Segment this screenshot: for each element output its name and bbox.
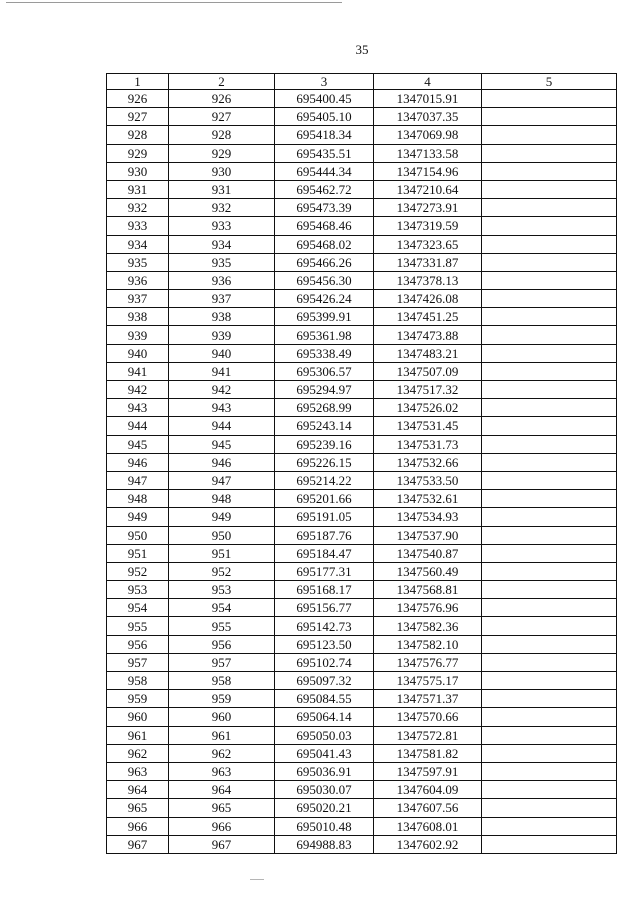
note-cell — [482, 362, 617, 380]
point-label-cell: 935 — [169, 253, 275, 271]
point-label-cell: 944 — [169, 417, 275, 435]
table-row — [107, 581, 617, 599]
point-number-cell: 965 — [107, 799, 169, 817]
note-cell — [482, 708, 617, 726]
point-label-cell: 950 — [169, 526, 275, 544]
point-number-cell: 961 — [107, 726, 169, 744]
table-row — [107, 253, 617, 271]
point-label-cell: 946 — [169, 453, 275, 471]
y-coordinate-cell: 1347602.92 — [374, 835, 482, 853]
x-coordinate-cell: 695466.26 — [275, 253, 374, 271]
y-coordinate-cell: 1347526.02 — [374, 399, 482, 417]
y-coordinate-cell: 1347533.50 — [374, 471, 482, 489]
table-row — [107, 799, 617, 817]
note-cell — [482, 526, 617, 544]
note-cell — [482, 635, 617, 653]
x-coordinate-cell: 695399.91 — [275, 308, 374, 326]
point-label-cell: 932 — [169, 199, 275, 217]
table-row — [107, 672, 617, 690]
y-coordinate-cell: 1347037.35 — [374, 108, 482, 126]
y-coordinate-cell: 1347133.58 — [374, 144, 482, 162]
table-row — [107, 453, 617, 471]
x-coordinate-cell: 694988.83 — [275, 835, 374, 853]
table-row — [107, 162, 617, 180]
note-cell — [482, 544, 617, 562]
point-number-cell: 943 — [107, 399, 169, 417]
point-label-cell: 952 — [169, 562, 275, 580]
point-number-cell: 956 — [107, 635, 169, 653]
table-row — [107, 471, 617, 489]
point-number-cell: 966 — [107, 817, 169, 835]
y-coordinate-cell: 1347154.96 — [374, 162, 482, 180]
y-coordinate-cell: 1347571.37 — [374, 690, 482, 708]
point-number-cell: 952 — [107, 562, 169, 580]
y-coordinate-cell: 1347582.10 — [374, 635, 482, 653]
point-label-cell: 961 — [169, 726, 275, 744]
point-label-cell: 929 — [169, 144, 275, 162]
point-number-cell: 958 — [107, 672, 169, 690]
point-number-cell: 957 — [107, 653, 169, 671]
y-coordinate-cell: 1347451.25 — [374, 308, 482, 326]
y-coordinate-cell: 1347576.77 — [374, 653, 482, 671]
note-cell — [482, 199, 617, 217]
x-coordinate-cell: 695462.72 — [275, 180, 374, 198]
column-header-4: 4 — [374, 74, 482, 90]
table-row — [107, 326, 617, 344]
point-label-cell: 948 — [169, 490, 275, 508]
table-row — [107, 635, 617, 653]
x-coordinate-cell: 695468.02 — [275, 235, 374, 253]
point-label-cell: 953 — [169, 581, 275, 599]
table-row — [107, 235, 617, 253]
point-label-cell: 930 — [169, 162, 275, 180]
point-number-cell: 926 — [107, 90, 169, 108]
table-row — [107, 526, 617, 544]
x-coordinate-cell: 695444.34 — [275, 162, 374, 180]
note-cell — [482, 617, 617, 635]
x-coordinate-cell: 695243.14 — [275, 417, 374, 435]
table-row — [107, 781, 617, 799]
table-row — [107, 599, 617, 617]
note-cell — [482, 162, 617, 180]
page-number: 35 — [355, 42, 369, 57]
x-coordinate-cell: 695168.17 — [275, 581, 374, 599]
point-number-cell: 936 — [107, 271, 169, 289]
note-cell — [482, 471, 617, 489]
note-cell — [482, 817, 617, 835]
y-coordinate-cell: 1347560.49 — [374, 562, 482, 580]
note-cell — [482, 781, 617, 799]
note-cell — [482, 653, 617, 671]
x-coordinate-cell: 695405.10 — [275, 108, 374, 126]
note-cell — [482, 690, 617, 708]
point-label-cell: 955 — [169, 617, 275, 635]
y-coordinate-cell: 1347534.93 — [374, 508, 482, 526]
point-label-cell: 956 — [169, 635, 275, 653]
x-coordinate-cell: 695123.50 — [275, 635, 374, 653]
y-coordinate-cell: 1347572.81 — [374, 726, 482, 744]
y-coordinate-cell: 1347273.91 — [374, 199, 482, 217]
point-label-cell: 937 — [169, 290, 275, 308]
point-label-cell: 949 — [169, 508, 275, 526]
note-cell — [482, 508, 617, 526]
point-label-cell: 958 — [169, 672, 275, 690]
point-label-cell: 941 — [169, 362, 275, 380]
note-cell — [482, 326, 617, 344]
table-row — [107, 708, 617, 726]
column-header-1: 1 — [107, 74, 169, 90]
y-coordinate-cell: 1347531.45 — [374, 417, 482, 435]
x-coordinate-cell: 695239.16 — [275, 435, 374, 453]
y-coordinate-cell: 1347607.56 — [374, 799, 482, 817]
note-cell — [482, 381, 617, 399]
point-number-cell: 934 — [107, 235, 169, 253]
point-number-cell: 953 — [107, 581, 169, 599]
table-row — [107, 90, 617, 108]
y-coordinate-cell: 1347540.87 — [374, 544, 482, 562]
top-rule — [6, 2, 342, 3]
point-label-cell: 931 — [169, 180, 275, 198]
table-row — [107, 417, 617, 435]
y-coordinate-cell: 1347532.66 — [374, 453, 482, 471]
note-cell — [482, 453, 617, 471]
y-coordinate-cell: 1347537.90 — [374, 526, 482, 544]
point-number-cell: 959 — [107, 690, 169, 708]
table-body — [107, 90, 617, 854]
table-row — [107, 271, 617, 289]
note-cell — [482, 308, 617, 326]
point-number-cell: 939 — [107, 326, 169, 344]
table-row — [107, 381, 617, 399]
point-number-cell: 946 — [107, 453, 169, 471]
point-label-cell: 934 — [169, 235, 275, 253]
table-row — [107, 490, 617, 508]
x-coordinate-cell: 695473.39 — [275, 199, 374, 217]
x-coordinate-cell: 695400.45 — [275, 90, 374, 108]
x-coordinate-cell: 695456.30 — [275, 271, 374, 289]
point-number-cell: 942 — [107, 381, 169, 399]
x-coordinate-cell: 695177.31 — [275, 562, 374, 580]
table-row — [107, 344, 617, 362]
x-coordinate-cell: 695041.43 — [275, 744, 374, 762]
note-cell — [482, 744, 617, 762]
table-row — [107, 744, 617, 762]
note-cell — [482, 271, 617, 289]
table-row — [107, 817, 617, 835]
point-label-cell: 965 — [169, 799, 275, 817]
x-coordinate-cell: 695020.21 — [275, 799, 374, 817]
point-label-cell: 938 — [169, 308, 275, 326]
x-coordinate-cell: 695268.99 — [275, 399, 374, 417]
note-cell — [482, 144, 617, 162]
x-coordinate-cell: 695306.57 — [275, 362, 374, 380]
x-coordinate-cell: 695361.98 — [275, 326, 374, 344]
table-row — [107, 726, 617, 744]
point-number-cell: 962 — [107, 744, 169, 762]
y-coordinate-cell: 1347507.09 — [374, 362, 482, 380]
table-row — [107, 362, 617, 380]
table-row — [107, 544, 617, 562]
x-coordinate-cell: 695468.46 — [275, 217, 374, 235]
point-number-cell: 933 — [107, 217, 169, 235]
point-number-cell: 951 — [107, 544, 169, 562]
point-label-cell: 951 — [169, 544, 275, 562]
column-header-2: 2 — [169, 74, 275, 90]
point-number-cell: 927 — [107, 108, 169, 126]
point-number-cell: 960 — [107, 708, 169, 726]
table-row — [107, 180, 617, 198]
note-cell — [482, 180, 617, 198]
note-cell — [482, 672, 617, 690]
y-coordinate-cell: 1347069.98 — [374, 126, 482, 144]
y-coordinate-cell: 1347604.09 — [374, 781, 482, 799]
note-cell — [482, 599, 617, 617]
x-coordinate-cell: 695036.91 — [275, 762, 374, 780]
point-number-cell: 937 — [107, 290, 169, 308]
x-coordinate-cell: 695435.51 — [275, 144, 374, 162]
note-cell — [482, 399, 617, 417]
point-label-cell: 926 — [169, 90, 275, 108]
x-coordinate-cell: 695426.24 — [275, 290, 374, 308]
y-coordinate-cell: 1347597.91 — [374, 762, 482, 780]
y-coordinate-cell: 1347426.08 — [374, 290, 482, 308]
point-number-cell: 941 — [107, 362, 169, 380]
point-label-cell: 967 — [169, 835, 275, 853]
y-coordinate-cell: 1347483.21 — [374, 344, 482, 362]
x-coordinate-cell: 695102.74 — [275, 653, 374, 671]
point-number-cell: 930 — [107, 162, 169, 180]
table-row — [107, 144, 617, 162]
y-coordinate-cell: 1347331.87 — [374, 253, 482, 271]
table-row — [107, 508, 617, 526]
column-header-5: 5 — [482, 74, 617, 90]
table-row — [107, 199, 617, 217]
note-cell — [482, 835, 617, 853]
point-number-cell: 963 — [107, 762, 169, 780]
note-cell — [482, 726, 617, 744]
point-number-cell: 932 — [107, 199, 169, 217]
note-cell — [482, 581, 617, 599]
note-cell — [482, 253, 617, 271]
point-label-cell: 928 — [169, 126, 275, 144]
point-label-cell: 943 — [169, 399, 275, 417]
coordinates-table — [106, 73, 617, 854]
bottom-mark — [250, 879, 264, 880]
y-coordinate-cell: 1347378.13 — [374, 271, 482, 289]
point-number-cell: 940 — [107, 344, 169, 362]
y-coordinate-cell: 1347581.82 — [374, 744, 482, 762]
y-coordinate-cell: 1347319.59 — [374, 217, 482, 235]
point-label-cell: 954 — [169, 599, 275, 617]
point-number-cell: 928 — [107, 126, 169, 144]
note-cell — [482, 344, 617, 362]
y-coordinate-cell: 1347576.96 — [374, 599, 482, 617]
y-coordinate-cell: 1347473.88 — [374, 326, 482, 344]
note-cell — [482, 235, 617, 253]
x-coordinate-cell: 695187.76 — [275, 526, 374, 544]
point-label-cell: 960 — [169, 708, 275, 726]
point-label-cell: 933 — [169, 217, 275, 235]
y-coordinate-cell: 1347323.65 — [374, 235, 482, 253]
point-number-cell: 945 — [107, 435, 169, 453]
point-label-cell: 966 — [169, 817, 275, 835]
point-number-cell: 954 — [107, 599, 169, 617]
x-coordinate-cell: 695214.22 — [275, 471, 374, 489]
note-cell — [482, 90, 617, 108]
point-number-cell: 948 — [107, 490, 169, 508]
point-number-cell: 944 — [107, 417, 169, 435]
point-label-cell: 963 — [169, 762, 275, 780]
note-cell — [482, 108, 617, 126]
point-number-cell: 947 — [107, 471, 169, 489]
table-header-row — [107, 74, 617, 90]
note-cell — [482, 435, 617, 453]
y-coordinate-cell: 1347210.64 — [374, 180, 482, 198]
x-coordinate-cell: 695294.97 — [275, 381, 374, 399]
point-label-cell: 959 — [169, 690, 275, 708]
x-coordinate-cell: 695184.47 — [275, 544, 374, 562]
y-coordinate-cell: 1347608.01 — [374, 817, 482, 835]
point-label-cell: 942 — [169, 381, 275, 399]
point-label-cell: 940 — [169, 344, 275, 362]
table-row — [107, 399, 617, 417]
y-coordinate-cell: 1347570.66 — [374, 708, 482, 726]
y-coordinate-cell: 1347532.61 — [374, 490, 482, 508]
x-coordinate-cell: 695142.73 — [275, 617, 374, 635]
note-cell — [482, 417, 617, 435]
note-cell — [482, 126, 617, 144]
table-row — [107, 653, 617, 671]
note-cell — [482, 217, 617, 235]
table-row — [107, 108, 617, 126]
point-number-cell: 949 — [107, 508, 169, 526]
x-coordinate-cell: 695191.05 — [275, 508, 374, 526]
x-coordinate-cell: 695050.03 — [275, 726, 374, 744]
point-number-cell: 935 — [107, 253, 169, 271]
point-number-cell: 955 — [107, 617, 169, 635]
point-label-cell: 962 — [169, 744, 275, 762]
y-coordinate-cell: 1347575.17 — [374, 672, 482, 690]
point-label-cell: 945 — [169, 435, 275, 453]
point-number-cell: 938 — [107, 308, 169, 326]
y-coordinate-cell: 1347517.32 — [374, 381, 482, 399]
table-row — [107, 562, 617, 580]
note-cell — [482, 490, 617, 508]
table-row — [107, 762, 617, 780]
table-row — [107, 835, 617, 853]
point-number-cell: 931 — [107, 180, 169, 198]
point-label-cell: 936 — [169, 271, 275, 289]
x-coordinate-cell: 695418.34 — [275, 126, 374, 144]
y-coordinate-cell: 1347568.81 — [374, 581, 482, 599]
point-label-cell: 947 — [169, 471, 275, 489]
y-coordinate-cell: 1347582.36 — [374, 617, 482, 635]
column-header-3: 3 — [275, 74, 374, 90]
note-cell — [482, 762, 617, 780]
point-label-cell: 957 — [169, 653, 275, 671]
x-coordinate-cell: 695010.48 — [275, 817, 374, 835]
table-row — [107, 217, 617, 235]
point-number-cell: 967 — [107, 835, 169, 853]
point-number-cell: 964 — [107, 781, 169, 799]
point-number-cell: 929 — [107, 144, 169, 162]
x-coordinate-cell: 695338.49 — [275, 344, 374, 362]
table-row — [107, 126, 617, 144]
x-coordinate-cell: 695064.14 — [275, 708, 374, 726]
note-cell — [482, 799, 617, 817]
point-label-cell: 927 — [169, 108, 275, 126]
point-label-cell: 964 — [169, 781, 275, 799]
table-row — [107, 308, 617, 326]
x-coordinate-cell: 695030.07 — [275, 781, 374, 799]
x-coordinate-cell: 695156.77 — [275, 599, 374, 617]
table-row — [107, 435, 617, 453]
x-coordinate-cell: 695226.15 — [275, 453, 374, 471]
table-row — [107, 290, 617, 308]
note-cell — [482, 290, 617, 308]
y-coordinate-cell: 1347531.73 — [374, 435, 482, 453]
table-row — [107, 690, 617, 708]
note-cell — [482, 562, 617, 580]
x-coordinate-cell: 695097.32 — [275, 672, 374, 690]
x-coordinate-cell: 695201.66 — [275, 490, 374, 508]
point-number-cell: 950 — [107, 526, 169, 544]
y-coordinate-cell: 1347015.91 — [374, 90, 482, 108]
x-coordinate-cell: 695084.55 — [275, 690, 374, 708]
table-row — [107, 617, 617, 635]
point-label-cell: 939 — [169, 326, 275, 344]
